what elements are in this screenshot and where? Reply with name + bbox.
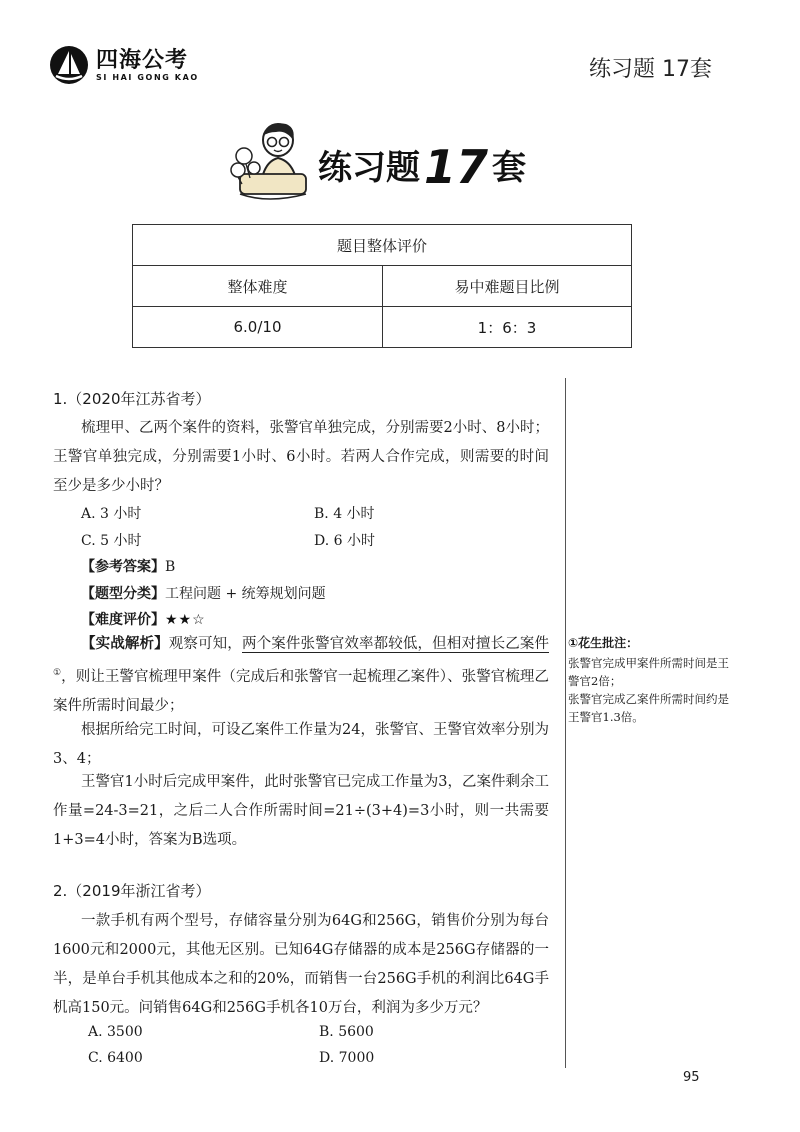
running-header-title: 练习题 17套 [589, 57, 712, 82]
margin-note-line-2: 张警官完成乙案件所需时间约是王警官1.3倍。 [568, 692, 729, 724]
question-2-option-d: D. 7000 [319, 1050, 375, 1066]
logo-pinyin-name: SI HAI GONG KAO [96, 72, 199, 82]
question-2-stem: 一款手机有两个型号，存储容量分别为64G和256G，销售价分别为每台1600元和2000元，其他无区别。已知64G存储器的成本是256G存储器的一半，是单台手机其他成本之和的20%，而销售一台256G手机的利润比64G手机高150元。问销售64G和256G手机各10万台，利润为多少万元？ [53, 913, 549, 1016]
question-1-option-d: D. 6 小时 [314, 533, 375, 549]
difficulty-ratio-value: 1：6：3 [383, 307, 632, 348]
margin-note-line-1: 张警官完成甲案件所需时间是王警官2倍； [568, 656, 729, 688]
annotated-phrase: 两个案件张警官效率都较低，但相对擅长乙案件 [241, 636, 550, 652]
margin-note-title: ①花生批注： [568, 636, 639, 650]
teacher-mascot-icon [220, 118, 316, 210]
question-1-option-c: C. 5 小时 [81, 533, 142, 549]
evaluation-table-heading: 题目整体评价 [133, 225, 632, 266]
publisher-logo [48, 44, 199, 86]
question-2-option-c: C. 6400 [88, 1050, 143, 1066]
question-1-option-b: B. 4 小时 [314, 506, 375, 522]
question-1-analysis-p2: 根据所给完工时间，可设乙案件工作量为24，张警官、王警官效率分别为3、4； [53, 722, 549, 767]
question-1-difficulty: 【难度评价】★★☆ [81, 612, 206, 628]
question-1-option-a: A. 3 小时 [81, 506, 142, 522]
question-2-option-b: B. 5600 [319, 1024, 374, 1040]
question-1-analysis-p1: 【实战解析】观察可知，两个案件张警官效率都较低，但相对擅长乙案件①，则让王警官梳理甲案件（完成后和张警官一起梳理乙案件）、张警官梳理乙案件所需时间最少； [53, 636, 550, 714]
overall-difficulty-value: 6.0/10 [133, 307, 383, 348]
question-1-stem: 梳理甲、乙两个案件的资料，张警官单独完成，分别需要2小时、8小时；王警官单独完成，分别需要1小时、6小时。若两人合作完成，则需要的时间至少是多少小时？ [53, 420, 549, 494]
annotation-marker: ① [53, 668, 62, 678]
question-1-title: 1.（2020年江苏省考） [53, 390, 211, 408]
margin-note [568, 634, 738, 726]
difficulty-ratio-label: 易中难题目比例 [383, 266, 632, 307]
sailboat-logo-icon [48, 44, 90, 86]
question-1-answer: 【参考答案】B [81, 559, 176, 575]
chapter-title: 练习题17 套 [318, 140, 527, 194]
margin-divider [565, 378, 566, 1068]
difficulty-evaluation-table [132, 224, 632, 348]
question-1-analysis-p3: 王警官1小时后完成甲案件，此时张警官已完成工作量为3，乙案件剩余工作量=24-3=21，之后二人合作所需时间=21÷(3+4)=3小时，则一共需要1+3=4小时，答案为B选项。 [53, 774, 549, 848]
chapter-title-block [220, 118, 540, 210]
question-2-title: 2.（2019年浙江省考） [53, 882, 211, 900]
question-2-option-a: A. 3500 [88, 1024, 143, 1040]
question-1-type: 【题型分类】工程问题 + 统筹规划问题 [81, 586, 326, 602]
difficulty-stars: ★★☆ [165, 612, 206, 628]
page-number: 95 [683, 1070, 700, 1085]
logo-chinese-name: 四海公考 [96, 47, 189, 73]
overall-difficulty-label: 整体难度 [133, 266, 383, 307]
